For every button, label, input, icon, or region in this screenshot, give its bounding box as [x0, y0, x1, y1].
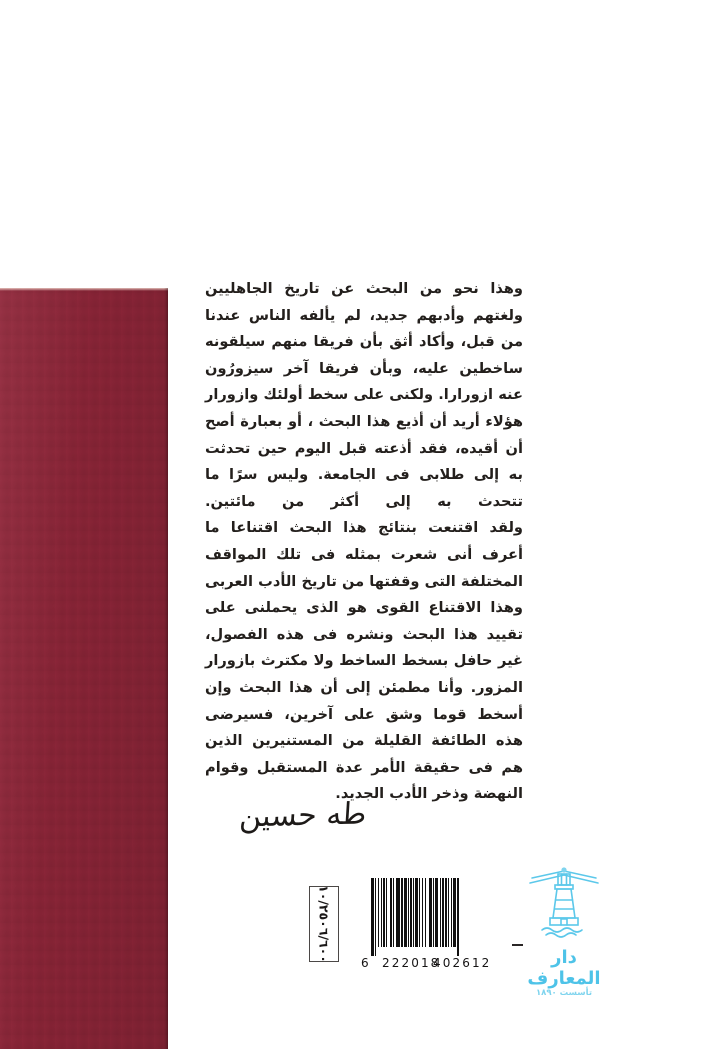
author-signature: طه حسين: [238, 796, 368, 835]
blurb-paragraph-1: وهذا نحو من البحث عن تاريخ الجاهليين ولغتهم وأدبهم جديد، لم يألفه الناس عندنا من قبل، وأكاد أثق بأن فريقا منهم سيلقونه ساخطين عليه، وبأن فريقا آخر سيزورُون عنه ازورارا. ولكنى على سخط أولئك وازورار هؤلاء أريد أن أذيع هذا البحث ، أو بعبارة أصح أن أقيده، فقد أذعته قبل اليوم حين تحدثت به إلى طلابى فى الجامعة. وليس سرًا ما تتحدث به إلى أكثر من مائتين.: [205, 280, 523, 510]
publisher-founded: تأسست ١٨٩٠: [535, 988, 593, 998]
barcode: [361, 878, 492, 972]
blurb-paragraph-2: ولقد اقتنعت بنتائج هذا البحث اقتناعا ما أعرف أنى شعرت بمثله فى تلك المواقف المختلفة التى وقفتها من تاريخ الأدب العربى وهذا الاقتناع القوى هو الذى يحملنى على تقييد هذا البحث ونشره فى هذه الفصول، غير حافل بسخط الساخط ولا مكترث بازورار المزور. وأنا مطمئن إلى أن هذا البحث وإن أسخط قوما وشق على آخرين، فسيرضى هذه الطائفة القليلة من المستنيرين الذين هم فى حقيقة الأمر عدة المستقبل وقوام النهضة وذخر الأدب الجديد.: [205, 519, 523, 803]
barcode-right-group: 402612: [433, 956, 492, 970]
barcode-bar: [459, 878, 460, 956]
barcode-left-group: 222018: [382, 956, 441, 970]
publisher-name: دار المعارف: [527, 947, 601, 989]
lighthouse-icon: [516, 862, 612, 946]
barcode-bars: [371, 878, 489, 956]
cover-footer: [0, 860, 725, 998]
back-cover-blurb: [205, 276, 523, 808]
catalog-code-text: ١٠/٢٥٠٦/٦٠٠: [316, 885, 332, 963]
catalog-code-box: [309, 886, 339, 962]
spine-top-highlight: [0, 288, 168, 291]
barcode-lead-digit: 6: [361, 956, 370, 970]
barcode-digits: [361, 956, 492, 972]
publisher-logo: [512, 862, 616, 998]
